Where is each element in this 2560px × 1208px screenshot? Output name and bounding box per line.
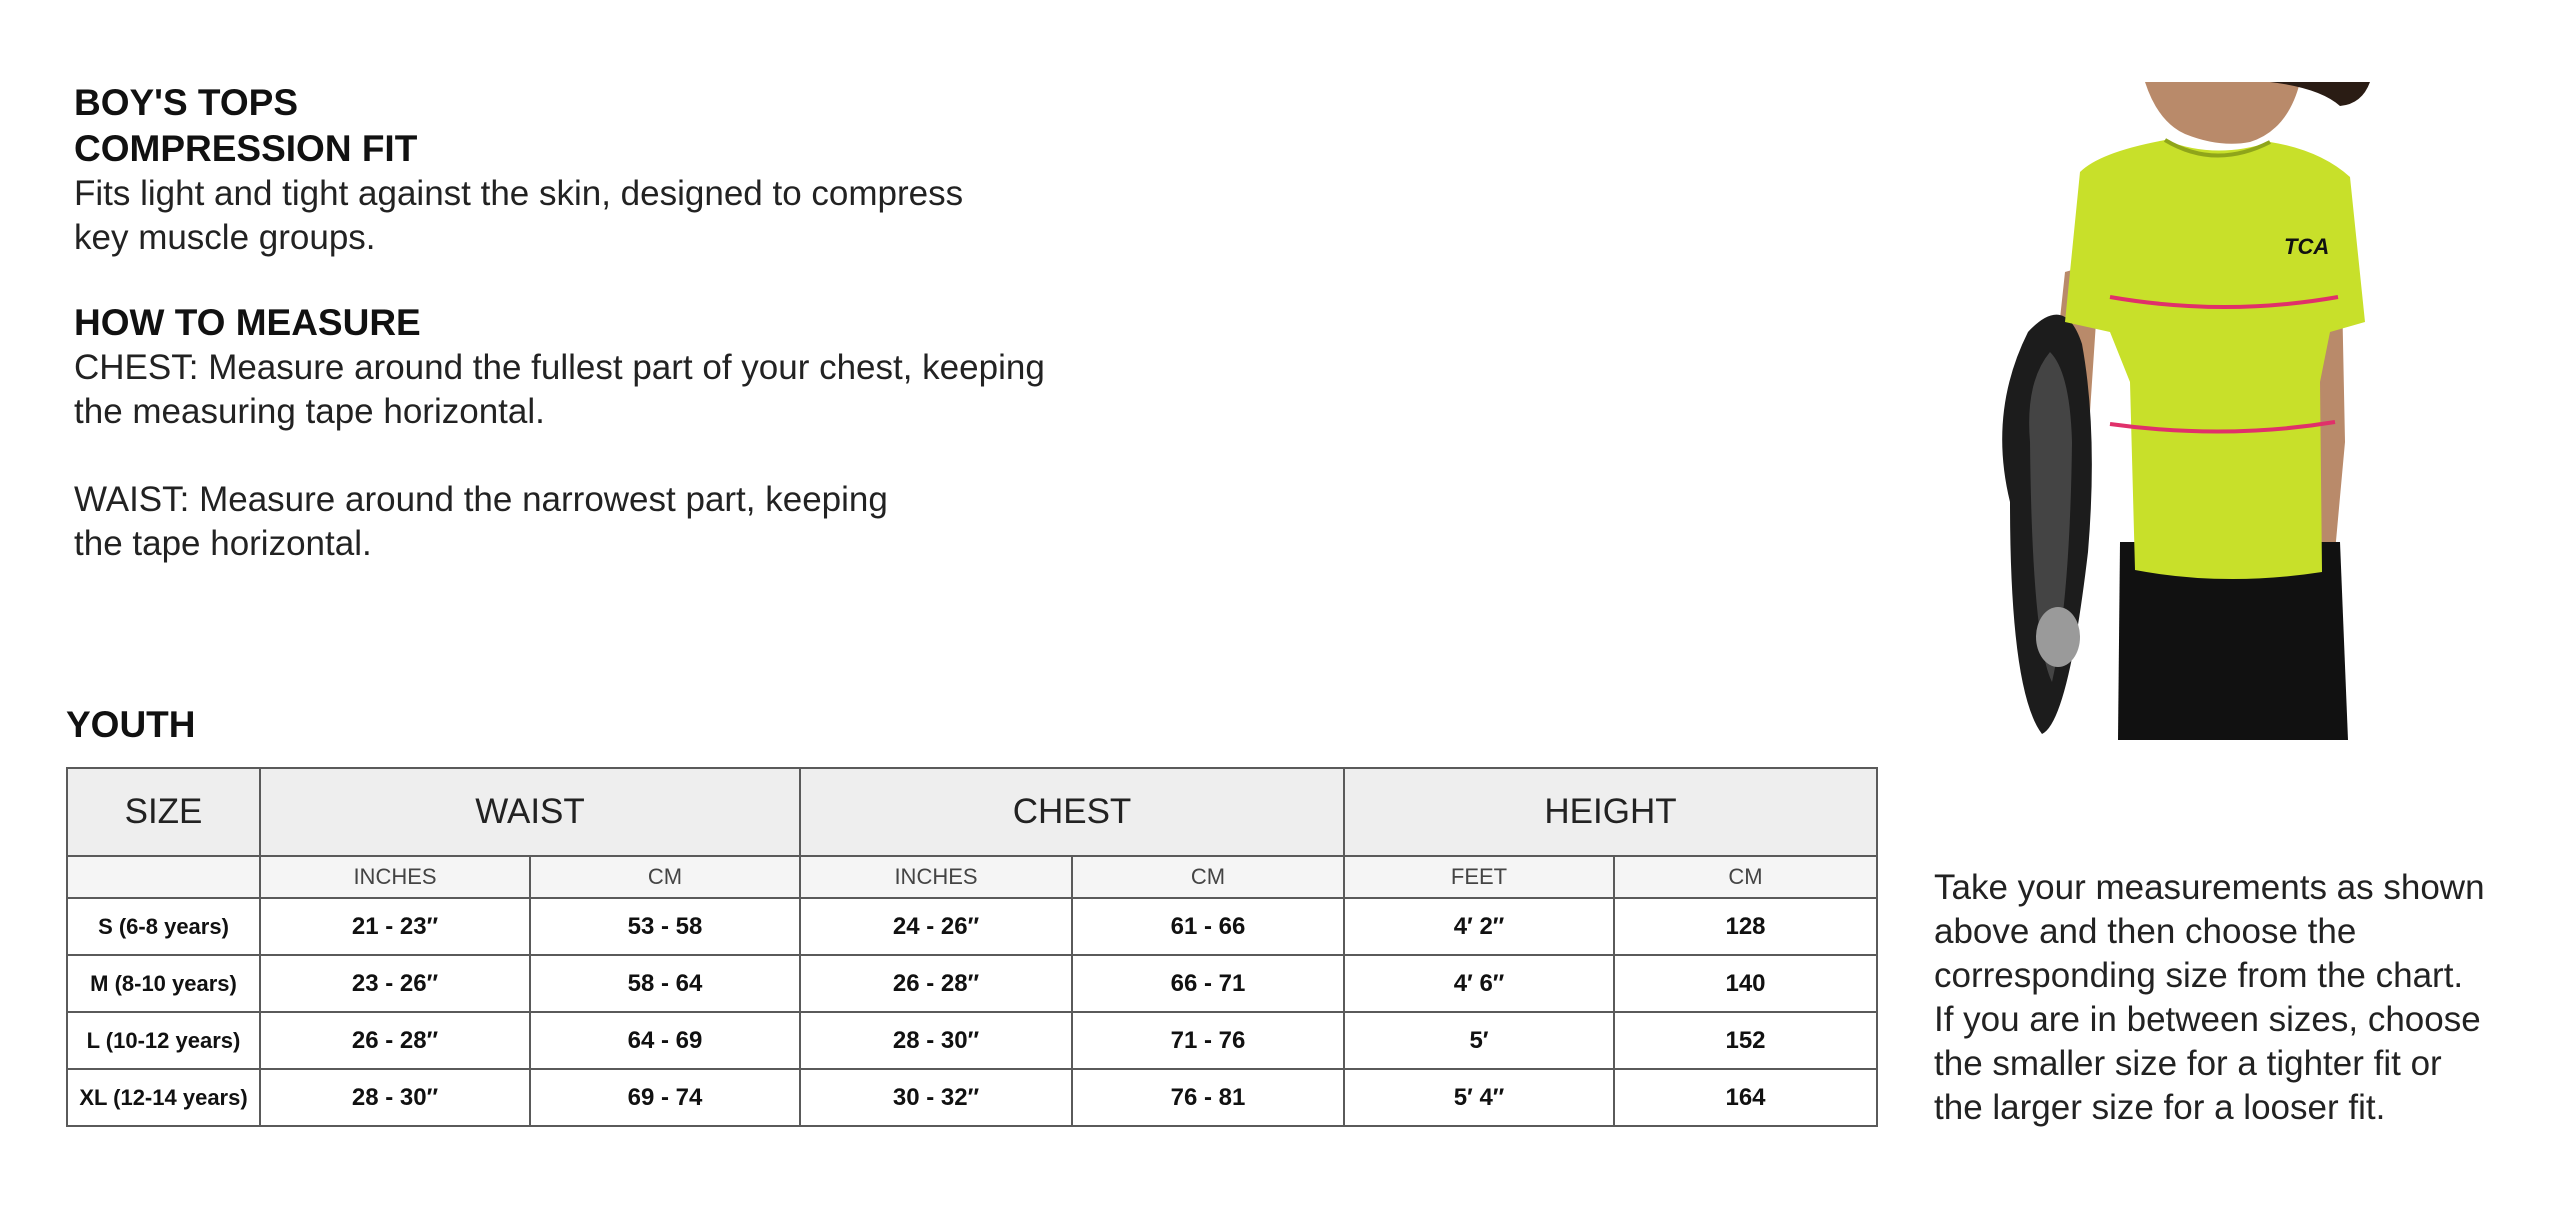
table-cell: 61 - 66 <box>1072 898 1344 955</box>
table-cell: 30 - 32″ <box>800 1069 1072 1126</box>
column-group-header: SIZE <box>67 768 260 856</box>
table-cell: 4′ 6″ <box>1344 955 1614 1012</box>
table-cell: 21 - 23″ <box>260 898 530 955</box>
unit-header: CM <box>1072 856 1344 898</box>
table-row <box>67 898 1877 955</box>
table-cell: 152 <box>1614 1012 1877 1069</box>
size-cell: S (6-8 years) <box>67 898 260 955</box>
table-title: YOUTH <box>66 704 196 745</box>
waist-instruction-line: the tape horizontal. <box>74 524 372 563</box>
chest-instruction-line: CHEST: Measure around the fullest part of your chest, keeping <box>74 348 1045 387</box>
note-line: above and then choose the <box>1934 912 2357 951</box>
size-cell: M (8-10 years) <box>67 955 260 1012</box>
fit-description-line: Fits light and tight against the skin, designed to compress <box>74 174 964 213</box>
unit-header: INCHES <box>260 856 530 898</box>
unit-header: CM <box>1614 856 1877 898</box>
model-photo <box>1970 82 2390 740</box>
table-cell: 26 - 28″ <box>800 955 1072 1012</box>
fit-description-line: key muscle groups. <box>74 218 376 257</box>
table-cell: 5′ <box>1344 1012 1614 1069</box>
table-row <box>67 1012 1877 1069</box>
unit-header <box>67 856 260 898</box>
unit-header: CM <box>530 856 800 898</box>
table-units-row <box>67 856 1877 898</box>
note-line: the smaller size for a tighter fit or <box>1934 1044 2442 1083</box>
board-wheel <box>2036 607 2080 667</box>
table-cell: 5′ 4″ <box>1344 1069 1614 1126</box>
table-cell: 53 - 58 <box>530 898 800 955</box>
fit-title: COMPRESSION FIT <box>74 128 418 169</box>
table-cell: 69 - 74 <box>530 1069 800 1126</box>
model-face <box>2145 82 2300 144</box>
table-cell: 28 - 30″ <box>260 1069 530 1126</box>
intro-section <box>74 80 1194 566</box>
chest-instruction-line: the measuring tape horizontal. <box>74 392 545 431</box>
column-group-header: HEIGHT <box>1344 768 1877 856</box>
table-cell: 66 - 71 <box>1072 955 1344 1012</box>
table-cell: 58 - 64 <box>530 955 800 1012</box>
table-cell: 24 - 26″ <box>800 898 1072 955</box>
size-chart-table <box>66 767 1878 1127</box>
note-line: Take your measurements as shown <box>1934 868 2485 907</box>
measure-heading: HOW TO MEASURE <box>74 302 421 343</box>
size-cell: XL (12-14 years) <box>67 1069 260 1126</box>
unit-header: FEET <box>1344 856 1614 898</box>
table-cell: 26 - 28″ <box>260 1012 530 1069</box>
table-row <box>67 1069 1877 1126</box>
table-group-header-row <box>67 768 1877 856</box>
table-row <box>67 955 1877 1012</box>
table-cell: 28 - 30″ <box>800 1012 1072 1069</box>
table-cell: 76 - 81 <box>1072 1069 1344 1126</box>
shirt <box>2065 140 2365 579</box>
note-line: corresponding size from the chart. <box>1934 956 2464 995</box>
table-cell: 4′ 2″ <box>1344 898 1614 955</box>
unit-header: INCHES <box>800 856 1072 898</box>
column-group-header: CHEST <box>800 768 1344 856</box>
table-cell: 128 <box>1614 898 1877 955</box>
note-line: If you are in between sizes, choose <box>1934 1000 2481 1039</box>
table-cell: 164 <box>1614 1069 1877 1126</box>
waist-instruction-line: WAIST: Measure around the narrowest part, keeping <box>74 480 888 519</box>
brand-mark: TCA <box>2284 234 2330 259</box>
table-cell: 140 <box>1614 955 1877 1012</box>
size-cell: L (10-12 years) <box>67 1012 260 1069</box>
size-guidance-note <box>1934 866 2534 1130</box>
table-cell: 71 - 76 <box>1072 1012 1344 1069</box>
product-title: BOY'S TOPS <box>74 82 299 123</box>
note-line: the larger size for a looser fit. <box>1934 1088 2386 1127</box>
column-group-header: WAIST <box>260 768 800 856</box>
table-cell: 64 - 69 <box>530 1012 800 1069</box>
table-cell: 23 - 26″ <box>260 955 530 1012</box>
